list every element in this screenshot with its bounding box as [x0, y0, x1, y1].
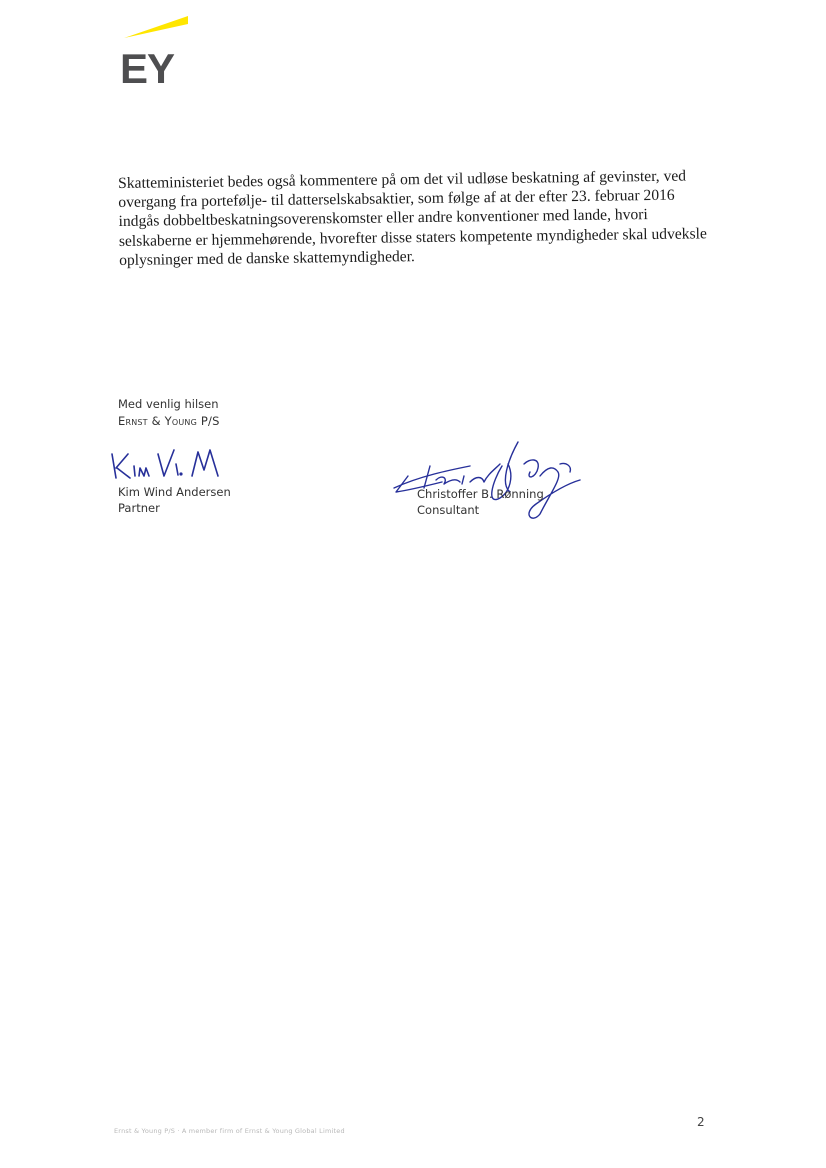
signer-name: Christoffer B. Rønning	[417, 487, 544, 501]
signer-christoffer-b-ronning	[417, 487, 544, 518]
footer-note: Ernst & Young P/S · A member firm of Ernst & Young Global Limited	[114, 1127, 345, 1135]
ey-logo	[118, 14, 192, 92]
body-paragraph: Skatteministeriet bedes også kommentere på om det vil udløse beskatning af gevinster, ved overgang fra portefølje- til datterselskabsaktier, som følge af at der efter 23. februar 2016 indgås dobbeltbeskatningsoverenskomster eller andre konventioner med lande, hvori selskaberne er hjemmehørende, hvorefter disse staters kompetente myndigheder skal udveksle oplysninger med de danske skattemyndigheder.	[118, 167, 707, 269]
page-number: 2	[697, 1115, 705, 1129]
firm-name: Ernst & Young P/S	[118, 414, 220, 428]
signature-kim-wind-andersen	[106, 440, 226, 488]
signer-name: Kim Wind Andersen	[118, 485, 231, 499]
letter-body	[118, 166, 719, 270]
ey-logo-text: EY	[120, 45, 175, 92]
signer-title: Partner	[118, 500, 160, 515]
closing-greeting: Med venlig hilsen	[118, 397, 219, 411]
signer-title: Consultant	[417, 502, 480, 517]
signer-kim-wind-andersen	[118, 485, 231, 516]
